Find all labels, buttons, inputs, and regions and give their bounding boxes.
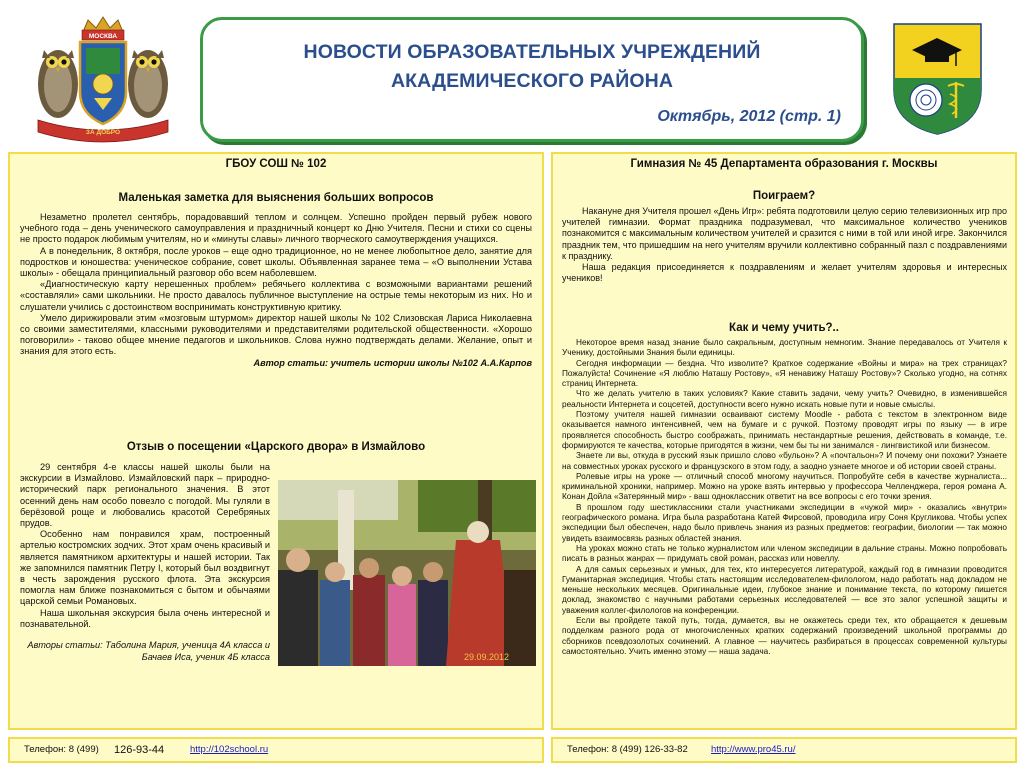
article-paragraph: В прошлом году шестиклассники стали участниками экспедиции в «чужой мир» - оказались «внутри» географического романа. Игра была разработана Катей Фирсовой, проводила игру Соня Кругликова. Чтобы успех экспедиции был обеспечен, надо было привлечь знания из разных предметов: географии, биологии — так можно увидеть взаимосвязь разных областей знания. [562,502,1007,543]
article-paragraph: Поэтому учителя нашей гимназии осваивают систему Moodle - работа с текстом в электронном виде оказывается намного интенсивней, чем на бумаге и с ручкой. Поэтому проводят игры по языку — в игре проявляется способность быстро соображать, принимать нестандартные решения, действовать в команде, т.е. формируются те качества, которые пригодятся в жизни, чем бы ты ни занимался - лингвистикой или бизнесом. [562,410,1007,450]
article-paragraph: Некоторое время назад знание было сакральным, доступным немногим. Знание передавалось от Учителя к Ученику, достойными Знания были единицы. [562,338,1007,358]
gymnasium-45-footer [551,737,1017,763]
gymnasium-45-heading: Гимназия № 45 Департамента образования г. Москвы [630,158,938,170]
article-paragraph: Наша школьная экскурсия была очень интересной и познавательной. [20,607,270,629]
article-paragraph: На уроках можно стать не только журналистом или членом экспедиции в дальние страны. Можно попробовать писать в разных жанрах — придумать свой роман, рассказ или новеллу. [562,543,1007,564]
article-paragraph: А для самых серьезных и умных, для тех, кто интересуется литературой, каждый год в гимназии проводится Гуманитарная экспедиция. Чтобы стать настоящим исследователем-филологом, надо работать над докладом не меньше нескольких месяцев. Оригинальные идеи, глубокое знание и понимание текста, по которому пишется доклад, знакомство с научными работами серьезных исследователей — все это залог успешной защиты и уважения коллег-филологов на конференции. [562,564,1007,615]
excursion-photo [278,480,536,666]
footer-phone-number: 126-93-44 [114,744,165,756]
title-line-1: НОВОСТИ ОБРАЗОВАТЕЛЬНЫХ УЧРЕЖДЕНИЙ [303,41,761,63]
article-small-note-title: Маленькая заметка для выяснения больших вопросов [118,192,434,204]
article-paragraph: Особенно нам понравился храм, построенный артелью костромских зодчих. Этот храм очень красивый и является памятником архитектуры и нашей истории. Так же запомнился памятник Петру I, который был воздвигнут в честь зарождения русского флота. Эта экскурсия помогла нам ближе познакомиться с бытом и обычаями царской семьи Романовых. [20,529,270,607]
photo-date-stamp: 29.09.2012 [464,652,510,662]
article-author: Автор статьи: учитель истории школы №102 А.А.Карпов [253,357,532,368]
article-paragraph: А в понедельник, 8 октября, после уроков – еще одно традиционное, но не менее любопытное дело, занятие для подростков и юношества: ученическое собрание, совет школы. Объявленная заранее тема – «О выполнении Устава школы» - обещала принципиальный разговор обо всем наболевшем. [20,245,532,279]
emblem-motto-text: ЗА ДОБРО [85,129,121,136]
article-paragraph: Что же делать учителю в таких условиях? Какие ставить задачи, чему учить? Очевидно, в изменившейся реальности Интернета и соцсетей, доступности всего нужно искать новые пути и новые смыслы. [562,389,1007,409]
article-paragraph: Накануне дня Учителя прошел «День Игр»: ребята подготовили целую серию телевизионных игр про учителей гимназии. Формат праздника подразумевал, что максимальное количество учеников познакомится с максимальным количеством учителей и сразится с ними в той или иной игре. Закончился праздник тем, что пришедшим на него учителям вручили коллективно собранный пазл с поздравлениями к празднику. [562,206,1007,261]
article-paragraph: Умело дирижировали этим «мозговым штурмом» директор нашей школы № 102 Слизовская Лариса Николаевна со своими заместителями, классными руководителями и представителями родительской общественности. «Хорошо поговорили» - таково общее мнение педагогов и школьников. Слова нужно подтверждать делами. Желание, опыт и знания для этого есть. [20,312,532,357]
article-how-to-teach-title: Как и чему учить?.. [729,322,839,334]
article-paragraph: Знаете ли вы, откуда в русский язык пришло слово «бульон»? А «почтальон»? И почему они похожи? Узнаете на совместных уроках русского и французского в этом году, а заодно узнаете многое и об истории своей страны. [562,451,1007,471]
article-how-to-teach-body [562,338,1007,657]
article-paragraph: 29 сентября 4-е классы нашей школы были на экскурсии в Измайлово. Измайловский парк – природно-исторический парк регионального значения. В этот осенний день нам особо повезло с погодой. Мы гуляли в берёзовой роще и любовались красотой Серебряных прудов. [20,462,270,529]
article-play-title: Поиграем? [752,190,816,202]
district-coat-of-arms-left [28,14,178,144]
district-coat-of-arms-right [890,20,985,138]
article-author: Бачаев Иса, ученик 4Б класса [141,652,270,663]
article-paragraph: Наша редакция присоединяется к поздравлениям и желает учителям здоровья и интересных учеников! [562,262,1007,284]
emblem-ribbon-text: МОСКВА [88,33,118,40]
school-102-footer [8,737,544,763]
issue-date: Октябрь, 2012 (стр. 1) [657,108,841,125]
article-paragraph: Сегодня информации — бездна. Что изволите? Краткое содержание «Войны и мира» на трех страницах? Пожалуйста! Сочинение «Я люблю Наташу Ростову», «Я ненавижу Наташу Ростову»? Сколько угодно, на сотнях страниц Интернета. [562,358,1007,389]
article-izmailovo-title: Отзыв о посещении «Царского двора» в Измайлово [126,441,426,453]
article-paragraph: Ролевые игры на уроке — отличный способ многому научиться. Попробуйте себя в качестве журналиста... криминальной хроники, например. Можно на уроке взять интервью у профессора Челленджера, героя романа А. Конан Дойла «Затерянный мир» - ваш одноклассник ответит на все вопросы с его точки зрения. [562,471,1007,502]
school-102-heading: ГБОУ СОШ № 102 [225,158,327,170]
article-small-note-body [20,212,532,368]
article-play-body [562,206,1007,284]
newsletter-title [203,38,861,96]
footer-phone-label: Телефон: 8 (499) [24,744,99,755]
newsletter-header [200,17,864,142]
school-102-website-link[interactable]: http://102school.ru [190,744,269,755]
article-author: Авторы статьи: Таболина Мария, ученица 4А класса и [27,640,270,651]
footer-phone: Телефон: 8 (499) 126-33-82 [567,744,688,755]
article-paragraph: «Диагностическую карту нерешенных проблем» ребячьего коллектива с возможными вариантами решений «составляли» сами школьники. Не просто давалось публичное выступление на острые темы некоторым из них. Но и слушатели учились с достоинством воспринимать конструктивную критику. [20,279,532,312]
article-izmailovo-body [20,462,270,662]
article-paragraph: Если вы пройдете такой путь, тогда, думается, вы не окажетесь среди тех, кто обращается к дешевым подделкам разного рода от многочисленных кратких содержаний произведений школьной программы до сборников псевдозолотых сочинений. А главное — научитесь разбираться в процессах современной культуры самостоятельно. Учить именно этому — наша задача. [562,616,1007,656]
article-paragraph: Незаметно пролетел сентябрь, порадовавший теплом и солнцем. Успешно пройден первый рубеж нового учебного года – день ученического самоуправления и праздничный концерт ко Дню Учителя. Песни и стихи со сцены не просто подарок любимым учителям, но и «минуты славы» личного творческого самоутверждения учащихся. [20,212,532,245]
title-line-2: АКАДЕМИЧЕСКОГО РАЙОНА [390,70,673,92]
gymnasium-45-website-link[interactable]: http://www.pro45.ru/ [711,744,796,755]
